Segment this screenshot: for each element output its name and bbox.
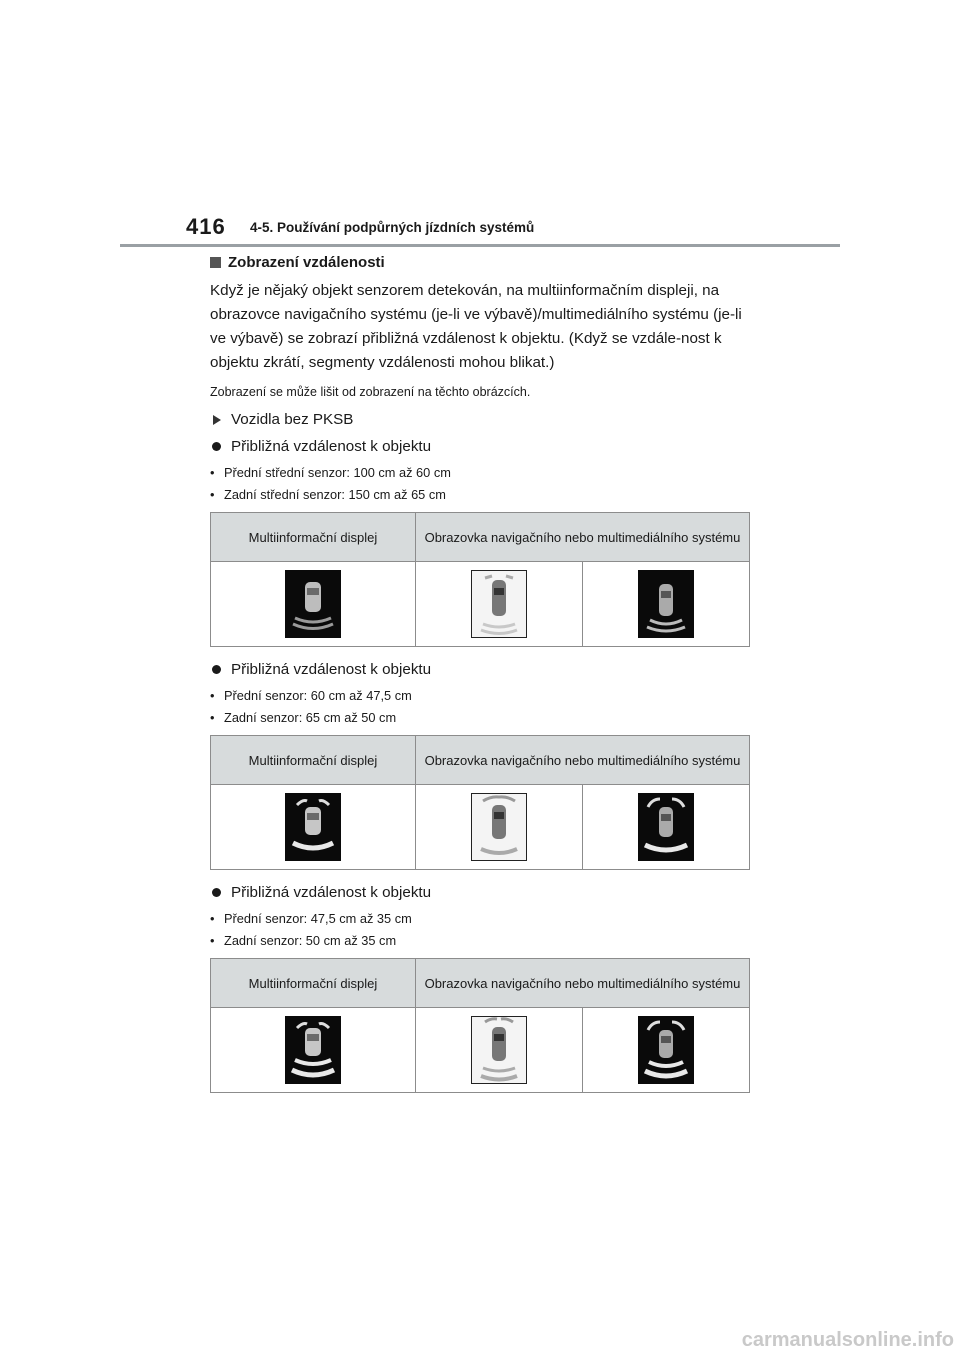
mid-car-image <box>285 570 341 638</box>
list-item: • Zadní střední senzor: 150 cm až 65 cm <box>210 487 446 502</box>
dot-bullet-icon <box>212 665 221 674</box>
mid-image-cell <box>211 562 416 647</box>
block-heading-text: Přibližná vzdálenost k objektu <box>231 884 432 901</box>
list-item-text: Zadní senzor: 65 cm až 50 cm <box>224 710 397 725</box>
subsection-heading <box>210 411 750 428</box>
square-bullet-icon <box>210 257 221 268</box>
display-table <box>210 735 750 870</box>
nav-car-image-light <box>471 570 527 638</box>
subsection-text: Vozidla bez PKSB <box>231 411 354 428</box>
table-header-nav: Obrazovka navigačního nebo multimediálního systému <box>415 736 749 785</box>
nav-car-image-dark <box>638 793 694 861</box>
table-header-nav: Obrazovka navigačního nebo multimediálního systému <box>415 513 749 562</box>
nav-image-cell <box>582 785 749 870</box>
note-text: Zobrazení se může lišit od zobrazení na těchto obrázcích. <box>210 385 531 399</box>
block-heading <box>210 661 750 678</box>
mid-car-image <box>285 1016 341 1084</box>
table-header-mid: Multiinformační displej <box>211 959 416 1008</box>
page-content <box>210 254 750 1107</box>
list-item: • Zadní senzor: 65 cm až 50 cm <box>210 710 397 725</box>
list-item-text: Přední senzor: 47,5 cm až 35 cm <box>224 911 412 926</box>
list-item: • Přední senzor: 60 cm až 47,5 cm <box>210 688 412 703</box>
section-title-text: Zobrazení vzdálenosti <box>228 254 385 271</box>
mid-image-cell <box>211 785 416 870</box>
nav-image-cell <box>582 562 749 647</box>
dot-bullet-icon <box>212 442 221 451</box>
nav-car-image-dark <box>638 1016 694 1084</box>
table-header-nav: Obrazovka navigačního nebo multimediálního systému <box>415 959 749 1008</box>
table-header-mid: Multiinformační displej <box>211 513 416 562</box>
nav-image-cell <box>415 785 582 870</box>
nav-image-cell <box>415 562 582 647</box>
list-item: • Zadní senzor: 50 cm až 35 cm <box>210 933 397 948</box>
list-item-text: Přední senzor: 60 cm až 47,5 cm <box>224 688 412 703</box>
display-table <box>210 512 750 647</box>
nav-car-image-light <box>471 793 527 861</box>
page-number: 416 <box>186 214 226 239</box>
dot-bullet-icon <box>212 888 221 897</box>
triangle-bullet-icon <box>213 415 221 425</box>
nav-image-cell <box>415 1008 582 1093</box>
block-heading <box>210 884 750 901</box>
block-heading-text: Přibližná vzdálenost k objektu <box>231 661 432 678</box>
header-rule <box>120 244 840 247</box>
list-item-text: Přední střední senzor: 100 cm až 60 cm <box>224 465 451 480</box>
watermark: carmanualsonline.info <box>741 1329 954 1351</box>
block-heading <box>210 438 750 455</box>
list-item: • Přední senzor: 47,5 cm až 35 cm <box>210 911 412 926</box>
nav-image-cell <box>582 1008 749 1093</box>
list-item-text: Zadní střední senzor: 150 cm až 65 cm <box>224 487 446 502</box>
table-header-mid: Multiinformační displej <box>211 736 416 785</box>
nav-car-image-dark <box>638 570 694 638</box>
list-item-text: Zadní senzor: 50 cm až 35 cm <box>224 933 397 948</box>
list-item: • Přední střední senzor: 100 cm až 60 cm <box>210 465 451 480</box>
display-table <box>210 958 750 1093</box>
intro-paragraph: Když je nějaký objekt senzorem detekován, na multiinformačním displeji, na obrazovce navigačního systému (je-li ve výbavě)/multimediálního systému (je-li ve výbavě) se zobrazí přibližná vzdálenost k objektu. (Když se vzdále-nost k objektu zkrátí, segmenty vzdálenosti mohou blikat.) <box>210 282 742 371</box>
block-heading-text: Přibližná vzdálenost k objektu <box>231 438 432 455</box>
mid-image-cell <box>211 1008 416 1093</box>
mid-car-image <box>285 793 341 861</box>
chapter-title: 4-5. Používání podpůrných jízdních systémů <box>250 220 535 235</box>
section-title <box>210 254 750 271</box>
nav-car-image-light <box>471 1016 527 1084</box>
